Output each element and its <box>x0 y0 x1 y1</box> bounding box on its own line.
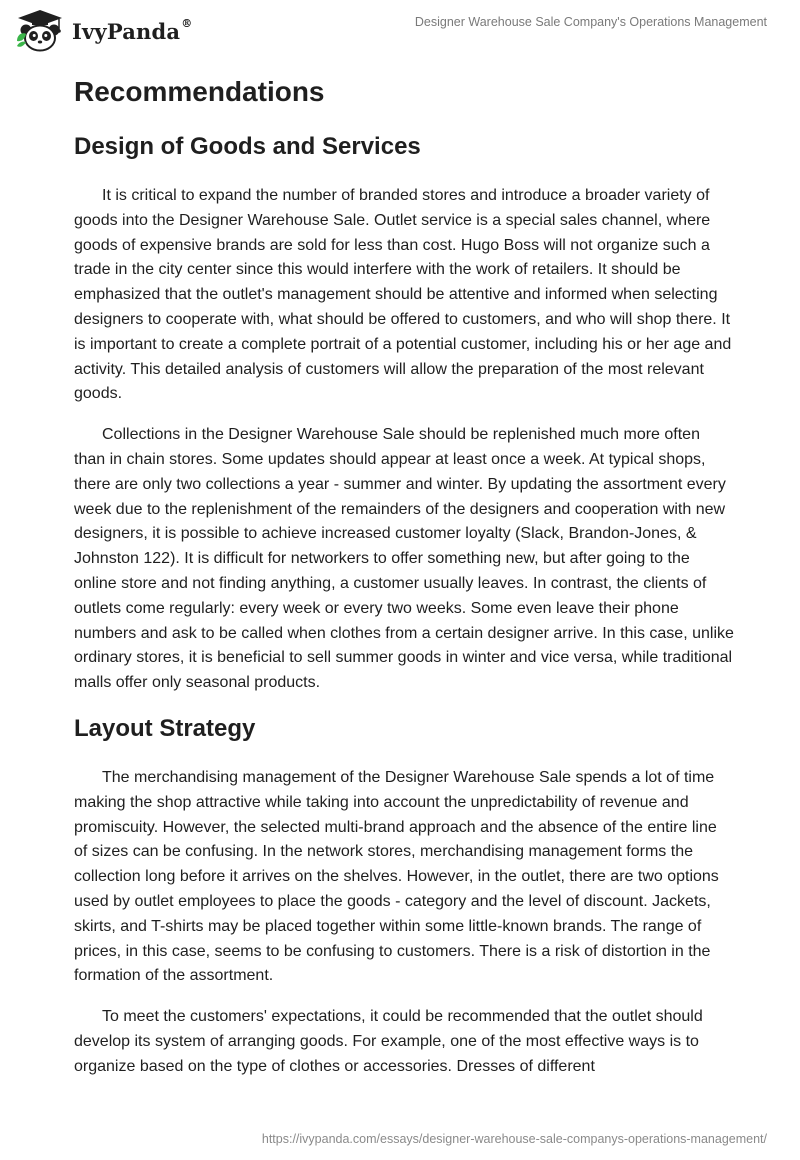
logo-text: IvyPanda® <box>72 16 193 44</box>
paragraph: Collections in the Designer Warehouse Sale should be replenished much more often than in chain stores. Some updates should appear at least once a week. At typical shops, there are only two collections a year - summer and winter. By updating the assortment every week due to the replenishment of the remainders of the designers and cooperation with new designers, it is possible to achieve increased customer loyalty (Slack, Brandon-Jones, & Johnston 122). It is difficult for networkers to offer something new, but after going to the online store and not finding anything, a customer usually leaves. In contrast, the clients of outlets come regularly: every week or every two weeks. Some even leave their phone numbers and ask to be called when clothes from a certain designer arrive. In this case, unlike ordinary stores, it is beneficial to sell summer goods in winter and vice versa, while traditional malls offer only seasonal products. <box>74 426 734 692</box>
source-url[interactable]: https://ivypanda.com/essays/designer-warehouse-sale-companys-operations-management/ <box>261 1132 767 1146</box>
paragraph: It is critical to expand the number of branded stores and introduce a broader variety of goods into the Designer Warehouse Sale. Outlet service is a special sales channel, where goods of expensive brands are sold for less than cost. Hugo Boss will not organize such a trade in the city center since this would interfere with the work of retailers. It should be emphasized that the outlet's management should be attentive and informed when selecting designers to cooperate with, what should be offered to customers, and who will shop there. It is important to create a complete portrait of a potential customer, including his or her age and activity. This detailed analysis of customers will allow the preparation of the most relevant goods. <box>74 187 732 403</box>
article-content <box>74 72 734 1096</box>
paragraph: The merchandising management of the Designer Warehouse Sale spends a lot of time making the shop attractive while taking into account the unpredictability of revenue and promiscuity. However, the selected multi-brand approach and the absence of the entire line of sizes can be confusing. In the network stores, merchandising management forms the collection long before it arrives on the shelves. However, in the outlet, there are two options used by outlet employees to place the goods - category and the level of discount. Jackets, skirts, and T-shirts may be placed together within some little-known brands. The range of prices, in this case, seems to be confusing to customers. There is a risk of distortion in the formation of the assortment. <box>74 768 719 985</box>
section-heading-layout: Layout Strategy <box>74 714 256 742</box>
section-heading-design: Design of Goods and Services <box>74 133 421 160</box>
page-header <box>0 0 800 60</box>
document-title: Designer Warehouse Sale Company's Operations Management <box>414 15 767 29</box>
panda-graduate-icon <box>14 8 66 52</box>
ivypanda-logo[interactable] <box>14 8 192 52</box>
paragraph: To meet the customers' expectations, it could be recommended that the outlet should develop its system of arranging goods. For example, one of the most effective ways is to organize based on the type of clothes or accessories. Dresses of different <box>74 1008 703 1075</box>
page-title: Recommendations <box>74 76 325 107</box>
